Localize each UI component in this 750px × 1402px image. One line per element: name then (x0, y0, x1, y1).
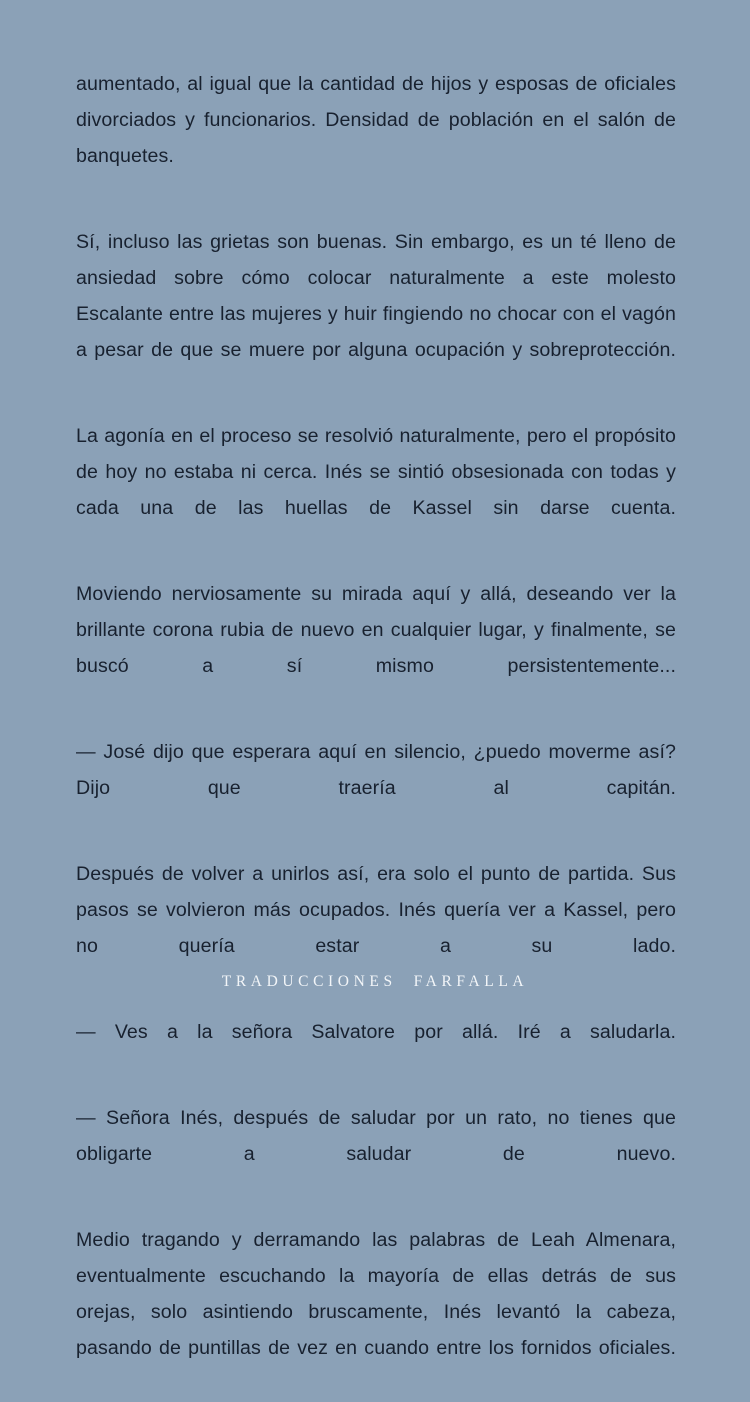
translator-credit-text: TRADUCCIONES FARFALLA (221, 973, 529, 990)
paragraph-dialogue: — Señora Inés, después de saludar por un rato, no tienes que obligarte a saludar de nuevo. (76, 1107, 676, 1165)
paragraph-dialogue: — José dijo que esperara aquí en silencio, ¿puedo moverme así? Dijo que traería al capitán. (76, 741, 676, 799)
paragraph-narration: La agonía en el proceso se resolvió naturalmente, pero el propósito de hoy no estaba ni cerca. Inés se sintió obsesionada con todas y cada una de las huellas de Kassel sin darse cuenta. (76, 425, 676, 519)
paragraph-narration: Medio tragando y derramando las palabras de Leah Almenara, eventualmente escuchando la mayoría de ellas detrás de sus orejas, solo asintiendo bruscamente, Inés levantó la cabeza, pasando de puntillas de vez en cuando entre los fornidos oficiales. (76, 1229, 676, 1359)
paragraph-dialogue: — Ves a la señora Salvatore por allá. Iré a saludarla. (76, 1021, 676, 1043)
footer-watermark (0, 972, 750, 992)
paragraph-narration: Moviendo nerviosamente su mirada aquí y allá, deseando ver la brillante corona rubia de nuevo en cualquier lugar, y finalmente, se buscó a sí mismo persistentemente... (76, 583, 676, 677)
paragraph-narration: Sí, incluso las grietas son buenas. Sin embargo, es un té lleno de ansiedad sobre cómo colocar naturalmente a este molesto Escalante entre las mujeres y huir fingiendo no chocar con el vagón a pesar de que se muere por alguna ocupación y sobreprotección. (76, 231, 676, 361)
paragraph-narration: aumentado, al igual que la cantidad de hijos y esposas de oficiales divorciados y funcionarios. Densidad de población en el salón de banquetes. (76, 73, 676, 167)
paragraph-narration: Después de volver a unirlos así, era solo el punto de partida. Sus pasos se volvieron más ocupados. Inés quería ver a Kassel, pero no quería estar a su lado. (76, 863, 676, 957)
reader-text-column (76, 66, 676, 1402)
